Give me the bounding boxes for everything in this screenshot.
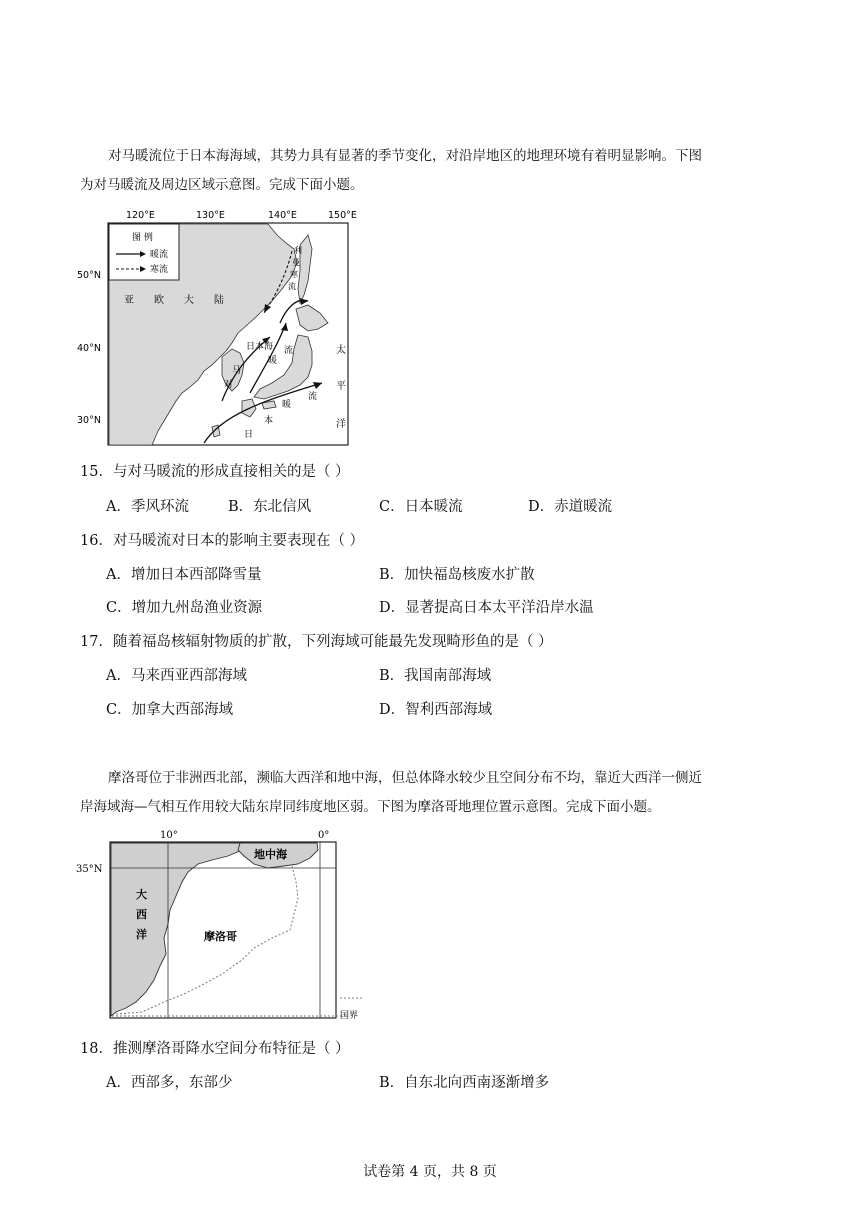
q18-option-a[interactable]: A．西部多，东部少 bbox=[106, 1075, 233, 1091]
q16-option-c[interactable]: C．增加九州岛渔业资源 bbox=[106, 600, 263, 616]
liman-char-1: 利 bbox=[294, 246, 302, 255]
kuroshio-char-1: 暖 bbox=[282, 400, 292, 410]
pacific-char-1: 太 bbox=[336, 345, 346, 356]
japan-char-2: 本 bbox=[264, 416, 274, 426]
q18-option-b[interactable]: B．自东北向西南逐渐增多 bbox=[379, 1075, 550, 1091]
lon-label-120: 120°E bbox=[126, 210, 155, 221]
atlantic-char-2: 西 bbox=[136, 908, 147, 921]
lat-label-50: 50°N bbox=[77, 270, 101, 281]
q16-option-b[interactable]: B．加快福岛核废水扩散 bbox=[379, 567, 535, 583]
morocco-map bbox=[72, 826, 372, 1026]
question-15-stem: 15．与对马暖流的形成直接相关的是（ ） bbox=[80, 464, 350, 480]
intro-2-line-2: 岸海域海—气相互作用较大陆东岸同纬度地区弱。下图为摩洛哥地理位置示意图。完成下面小题。 bbox=[80, 799, 661, 815]
liman-char-2: 曼 bbox=[292, 258, 300, 267]
liman-char-3: 寒 bbox=[290, 270, 298, 279]
pacific-char-3: 洋 bbox=[336, 419, 346, 430]
intro-paragraph-1 bbox=[80, 140, 780, 202]
lat-label-30: 30°N bbox=[77, 415, 101, 426]
liman-char-4: 流 bbox=[288, 282, 296, 291]
question-18-stem: 18．推测摩洛哥降水空间分布特征是（ ） bbox=[80, 1041, 350, 1057]
sea-of-japan-label: 日本海 bbox=[246, 342, 274, 352]
lon-label-130: 130°E bbox=[196, 210, 225, 221]
tsushima-char-4: 流 bbox=[284, 346, 294, 356]
continent-char-1: 亚 bbox=[124, 295, 134, 306]
legend-title: 图 例 bbox=[132, 233, 153, 243]
continent-char-3: 大 bbox=[184, 295, 194, 306]
question-17-stem: 17．随着福岛核辐射物质的扩散，下列海域可能最先发现畸形鱼的是（ ） bbox=[80, 634, 553, 650]
border-legend-label: 国界 bbox=[340, 1011, 359, 1021]
tsushima-char-3: 暖 bbox=[268, 356, 278, 366]
map2-lon-0: 0° bbox=[318, 830, 330, 841]
intro-1-line-2: 为对马暖流及周边区域示意图。完成下面小题。 bbox=[80, 177, 364, 193]
tsushima-char-1: 对 bbox=[224, 380, 234, 390]
map2-lon-10: 10° bbox=[160, 830, 178, 841]
lon-label-140: 140°E bbox=[268, 210, 297, 221]
legend-cold-label: 寒流 bbox=[150, 265, 169, 275]
japan-char-1: 日 bbox=[244, 430, 254, 440]
atlantic-char-1: 大 bbox=[136, 888, 147, 901]
intro-1-line-1: 对马暖流位于日本海海域，其势力具有显著的季节变化，对沿岸地区的地理环境有着明显影响。下图 bbox=[108, 148, 702, 164]
page-footer: 试卷第 4 页，共 8 页 bbox=[363, 1164, 497, 1180]
mediterranean-label: 地中海 bbox=[254, 848, 287, 861]
intro-2-line-1: 摩洛哥位于非洲西北部，濒临大西洋和地中海，但总体降水较少且空间分布不均，靠近大西洋一侧近 bbox=[108, 770, 702, 786]
tsushima-char-2: 马 bbox=[232, 366, 242, 376]
q15-option-c[interactable]: C．日本暖流 bbox=[379, 499, 463, 515]
q17-option-a[interactable]: A．马来西亚西部海域 bbox=[106, 668, 247, 684]
intro-paragraph-2 bbox=[80, 762, 780, 824]
q15-option-d[interactable]: D．赤道暖流 bbox=[528, 499, 613, 515]
q17-option-c[interactable]: C．加拿大西部海域 bbox=[106, 702, 234, 718]
question-16-stem: 16．对马暖流对日本的影响主要表现在（ ） bbox=[80, 533, 365, 549]
tsushima-current-map bbox=[72, 205, 362, 450]
atlantic-char-3: 洋 bbox=[136, 928, 147, 941]
q15-option-b[interactable]: B．东北信风 bbox=[228, 499, 312, 515]
q16-option-d[interactable]: D．显著提高日本太平洋沿岸水温 bbox=[379, 600, 594, 616]
kuroshio-char-2: 流 bbox=[308, 392, 318, 402]
continent-char-2: 欧 bbox=[154, 295, 164, 306]
continent-char-4: 陆 bbox=[214, 295, 224, 306]
q17-option-d[interactable]: D．智利西部海域 bbox=[379, 702, 493, 718]
map2-lat-35: 35°N bbox=[76, 864, 103, 875]
morocco-label: 摩洛哥 bbox=[204, 930, 237, 943]
lat-label-40: 40°N bbox=[77, 343, 101, 354]
legend-warm-label: 暖流 bbox=[150, 250, 169, 260]
lon-label-150: 150°E bbox=[328, 210, 357, 221]
q17-option-b[interactable]: B．我国南部海域 bbox=[379, 668, 492, 684]
q16-option-a[interactable]: A．增加日本西部降雪量 bbox=[106, 567, 262, 583]
q15-option-a[interactable]: A．季风环流 bbox=[106, 499, 189, 515]
pacific-char-2: 平 bbox=[336, 381, 346, 392]
